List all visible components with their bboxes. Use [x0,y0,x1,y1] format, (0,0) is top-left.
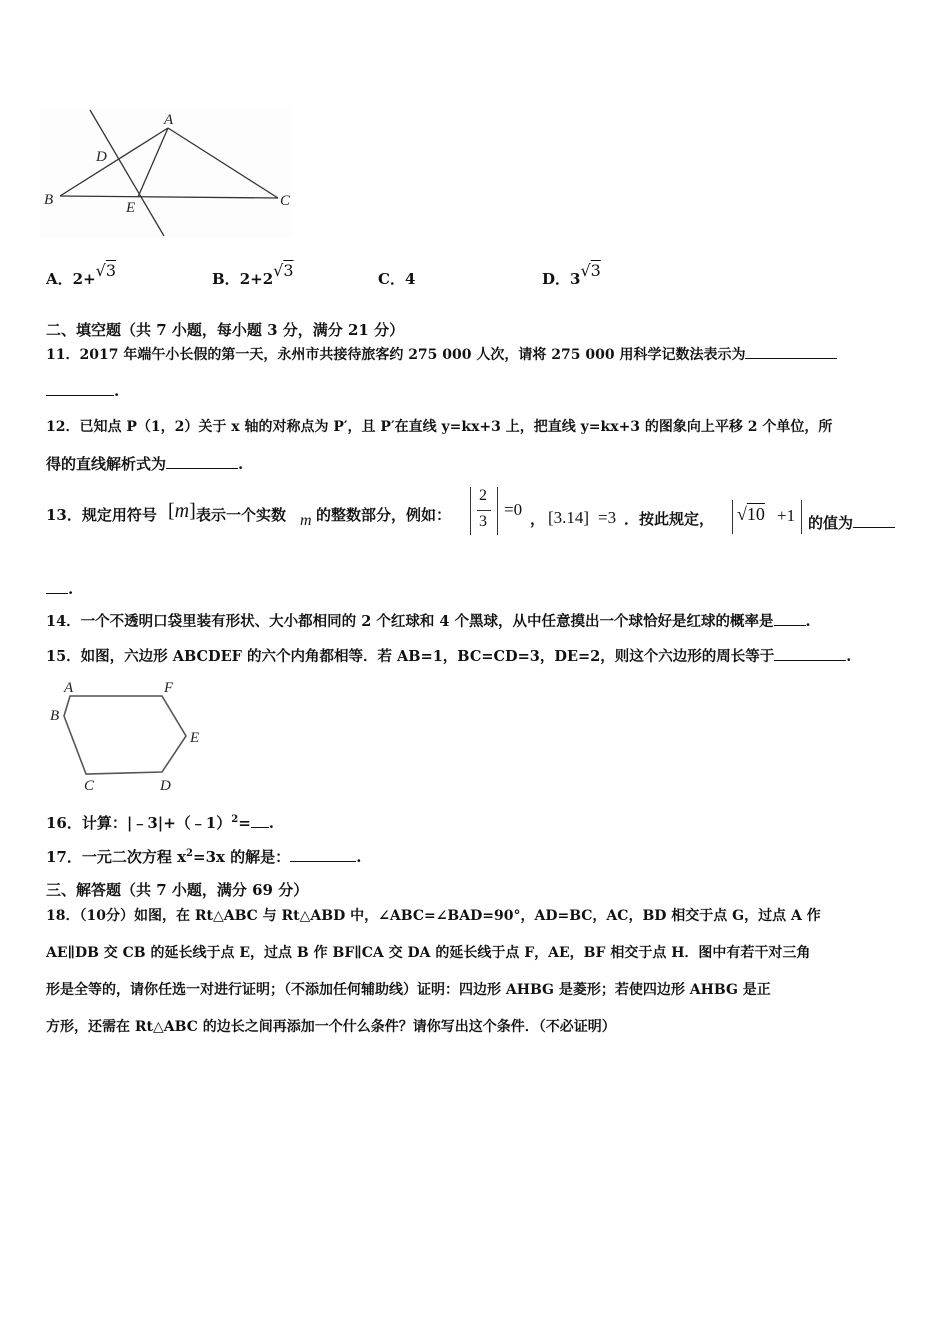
q13-tail [808,512,895,533]
q13-m: m [174,500,190,522]
q13-radicand: 10 [746,504,765,524]
question-12: 12．已知点 P（1，2）关于 x 轴的对称点为 P′，且 P′在直线 y=kx+3 上，把直线 y=kx+3 的图象向上平移 2 个单位，所 [46,419,833,435]
question-18-line4: 方形，还需在 Rt△ABC 的边长之间再添加一个什么条件？请你写出这个条件．（不必证明） [46,1019,616,1035]
question-18-line2: AE∥DB 交 CB 的延长线于点 E，过点 B 作 BF∥CA 交 DA 的延长线于点 F，AE，BF 相交于点 H．图中有若干对三角 [46,945,811,961]
option-value: 4 [404,270,416,288]
option-letter: A． [46,270,73,288]
q13-frac-num: 2 [479,487,487,504]
q13-end: . [68,580,74,598]
option-value: 3 [570,270,581,288]
triangle-figure [40,108,300,240]
q13-answer-blank[interactable] [853,513,895,528]
q13-example2: [3.14] [548,508,590,527]
hex-label-a: A [64,680,74,696]
q13-comma: ， [530,510,546,528]
q15-text: 15．如图，六边形 ABCDEF 的六个内角都相等．若 AB=1，BC=CD=3，DE=2，则这个六边形的周长等于 [46,648,775,665]
q13-m-var: m [300,512,312,529]
q13-bracket-m: [m] [168,500,196,522]
question-13-cont [46,579,73,598]
question-16 [46,812,274,833]
question-14 [46,610,811,631]
q13-answer-blank-2[interactable] [46,579,68,594]
q16-text: 16．计算：|﹣3|+（﹣1） [46,814,232,832]
sqrt-symbol: √3 [580,261,601,280]
label-d: D [96,149,107,165]
q14-answer-blank[interactable] [774,611,806,626]
hexagon-figure [44,676,214,798]
option-letter: B． [212,270,240,288]
hex-label-e: E [190,730,200,746]
question-17 [46,846,361,867]
hex-label-b: B [50,708,60,724]
hex-label-f: F [164,680,174,696]
question-15 [46,645,851,666]
q17-answer-blank[interactable] [290,847,356,862]
q13-eq0: =0 [504,500,523,519]
hex-label-d: D [160,778,171,794]
radicand: 3 [283,261,294,280]
q16-eq: = [238,814,251,832]
q13-mid2: 的整数部分，例如： [316,506,452,524]
question-11 [46,344,837,364]
q13-frac-den: 3 [479,513,487,530]
q16-end: . [268,814,275,832]
label-a: A [164,112,174,128]
q13-floor-expr [732,500,802,534]
q17-text-post: =3x 的解是： [193,848,291,866]
option-value: 2+2 [239,270,274,288]
q13-frac-bar [477,510,491,511]
q12-end: . [238,455,244,473]
option-a[interactable] [46,261,117,289]
q14-end: . [805,613,811,630]
q13-floor-frac [470,487,498,535]
q13-eq3: =3 [598,508,617,527]
q16-answer-blank[interactable] [251,813,269,828]
sqrt-symbol: √3 [95,261,117,280]
option-letter: D． [542,270,571,288]
q11-text: 11．2017 年端午小长假的第一天，永州市共接待旅客约 275 000 人次，请将 275 000 用科学记数法表示为 [46,347,746,363]
q16-exponent: 2 [231,814,239,825]
question-12-cont [46,453,243,474]
q11-answer-blank-2[interactable] [46,381,114,396]
q15-end: . [846,648,852,665]
hexagon-shape [64,696,186,774]
q11-end: . [114,382,120,400]
option-d[interactable] [542,261,601,289]
q14-text: 14．一个不透明口袋里装有形状、大小都相同的 2 个红球和 4 个黑球，从中任意摸出一个球恰好是红球的概率是 [46,613,774,630]
option-value: 2+ [72,270,96,288]
q12-text: 得的直线解析式为 [46,455,167,473]
radicand: 3 [105,261,117,280]
section3-heading: 三、解答题（共 7 小题，满分 69 分） [46,881,309,899]
section2-heading: 二、填空题（共 7 小题，每小题 3 分，满分 21 分） [46,321,405,339]
hex-label-c: C [84,778,95,794]
q13-ex2-value: 3.14 [553,508,584,527]
q13-mid1: 表示一个实数 [196,506,287,524]
q17-exponent: 2 [186,848,194,859]
question-18-line3: 形是全等的，请你任选一对进行证明；（不添加任何辅助线）证明：四边形 AHBG 是菱形；若使四边形 AHBG 是正 [46,982,771,998]
label-b: B [44,192,54,208]
label-c: C [280,193,291,209]
q12-answer-blank[interactable] [166,454,238,469]
q13-tail-text: 的值为 [808,514,854,532]
q17-text: 17．一元二次方程 x [46,848,187,866]
q15-answer-blank[interactable] [774,646,846,661]
label-e: E [126,200,136,216]
sqrt-symbol: √3 [273,261,294,280]
q11-answer-blank[interactable] [745,344,837,359]
question-11-cont [46,381,119,400]
q13-sqrt: √10 [737,504,765,524]
question-18-line1: 18．（10分）如图，在 Rt△ABC 与 Rt△ABD 中，∠ABC=∠BAD=90°，AD=BC，AC，BD 相交于点 G，过点 A 作 [46,908,821,924]
question-13 [46,504,157,525]
option-b[interactable] [212,261,294,289]
q13-plus1: +1 [777,506,796,525]
q13-prefix: 13．规定用符号 [46,506,157,524]
q13-mid3: ．按此规定， [624,510,715,528]
radicand: 3 [590,261,601,280]
option-c[interactable] [378,268,415,289]
q17-end: . [356,848,362,866]
option-letter: C． [378,270,405,288]
